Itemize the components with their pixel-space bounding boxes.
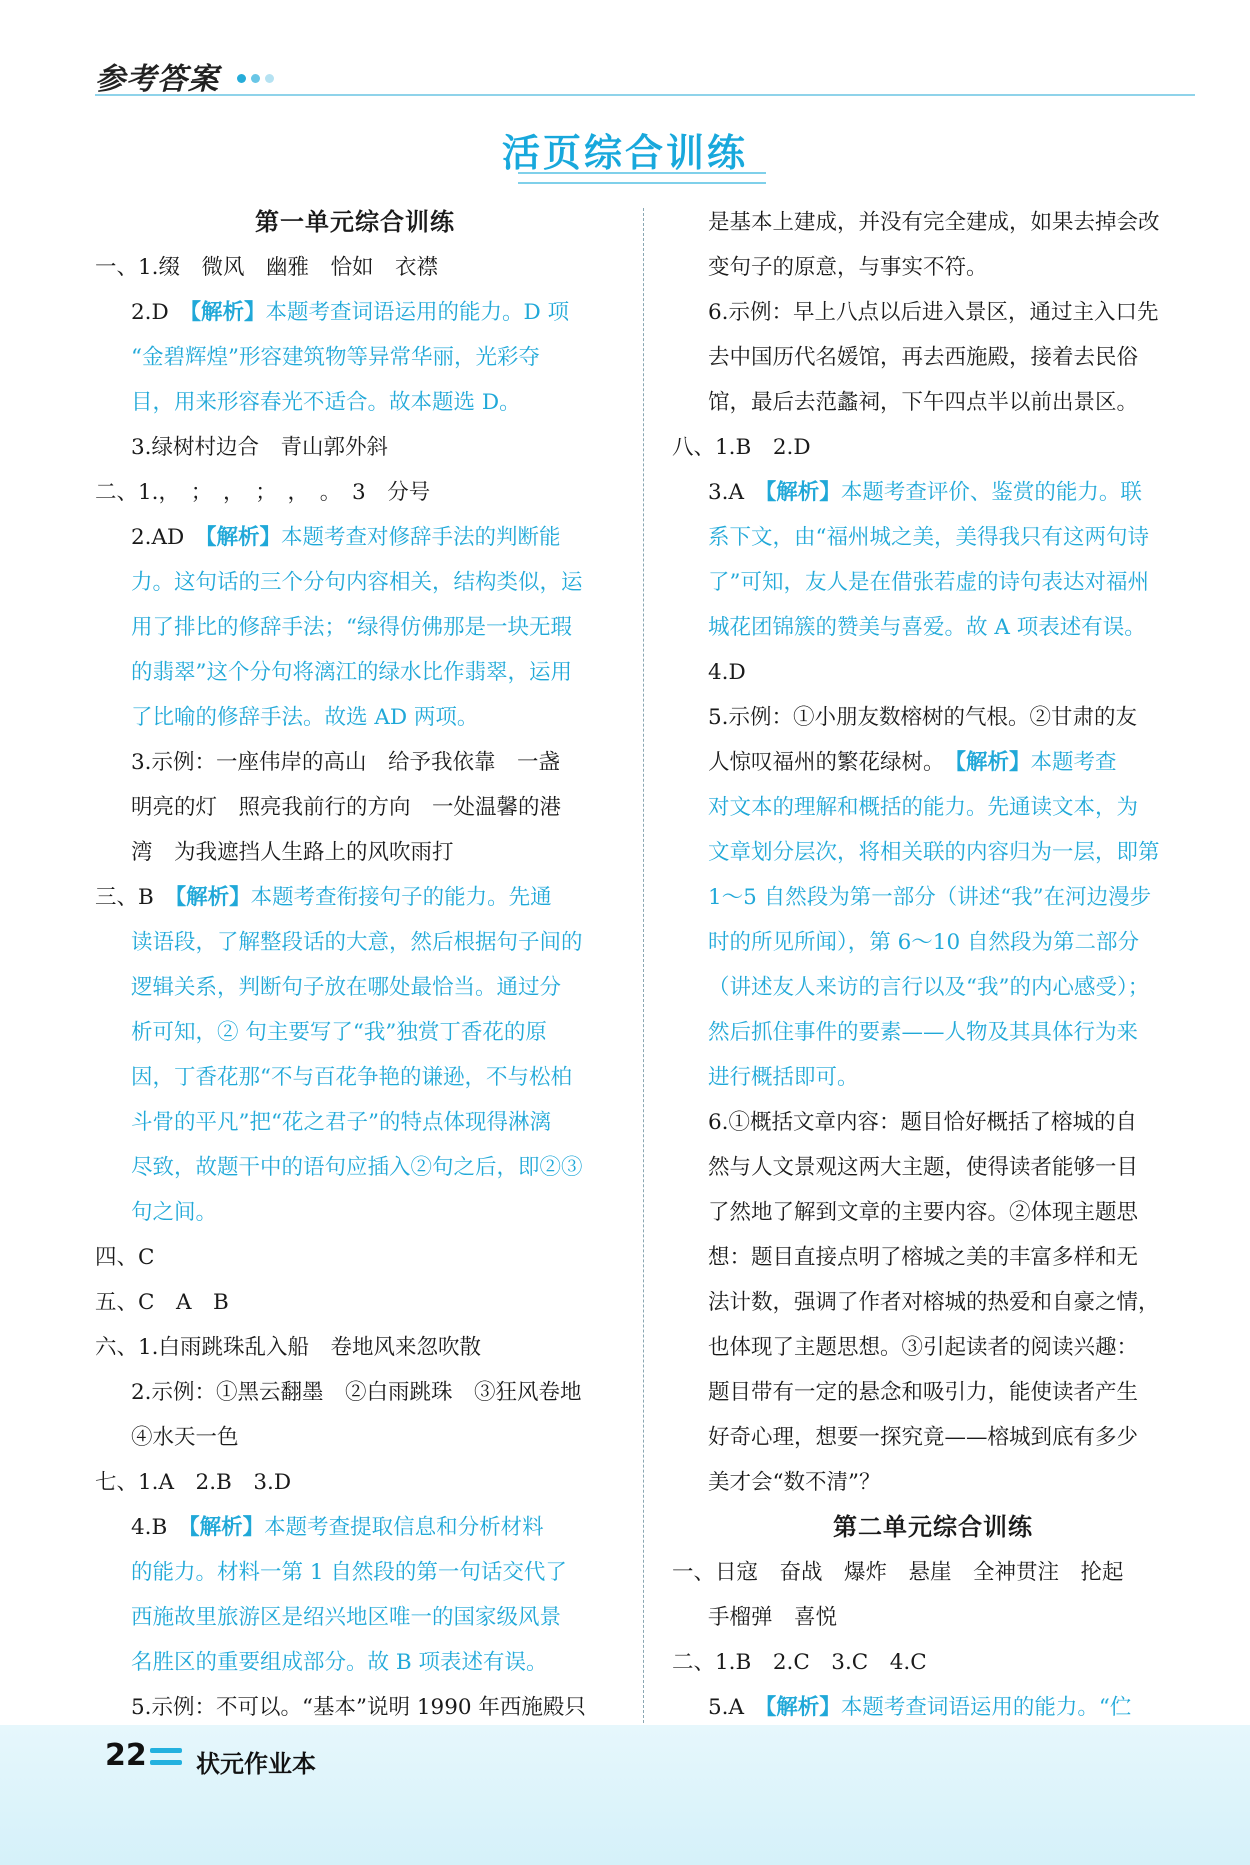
answer-text: 5.示例：不可以。“基本”说明 1990 年西施殿只 (131, 1695, 586, 1720)
answer-line (672, 425, 1194, 470)
analysis-text: 因，丁香花那“不与百花争艳的谦逊，不与松柏 (131, 1065, 572, 1090)
analysis-text: 1～5 自然段为第一部分（讲述“我”在河边漫步 (708, 885, 1152, 910)
answer-line (95, 875, 615, 920)
answer-line (672, 200, 1194, 245)
analysis-tag: 【解析】 (955, 750, 1031, 775)
header-dot (265, 74, 274, 83)
answer-text: ④水天一色 (131, 1425, 239, 1450)
answer-line (95, 1325, 615, 1370)
answer-text: 6.①概括文章内容：题目恰好概括了榕城的自 (708, 1110, 1138, 1135)
answer-line (95, 1550, 615, 1595)
answer-line (95, 650, 615, 695)
answer-line (672, 965, 1194, 1010)
bar (150, 1748, 182, 1753)
answer-text: 然与人文景观这两大主题，使得读者能够一目 (708, 1155, 1139, 1180)
answer-line (672, 1190, 1194, 1235)
answer-line (672, 335, 1194, 380)
answer-line (672, 1325, 1194, 1370)
answer-line (672, 1640, 1194, 1685)
answer-text: 变句子的原意，与事实不符。 (708, 255, 988, 280)
analysis-text: 尽致，故题干中的语句应插入②句之后，即②③ (131, 1155, 583, 1180)
analysis-text: 本题考查 (1030, 750, 1117, 775)
answer-line (95, 965, 615, 1010)
answer-line (95, 1145, 615, 1190)
answer-line (95, 1055, 615, 1100)
answer-text: 第二单元综合训练 (833, 1513, 1033, 1541)
answer-line (95, 335, 615, 380)
answer-line (672, 1055, 1194, 1100)
answer-text: 5.示例：①小朋友数榕树的气根。②甘肃的友 (708, 705, 1138, 730)
answer-text: 湾 为我遮挡人生路上的风吹雨打 (131, 840, 454, 865)
answer-line (95, 425, 615, 470)
answer-text: 明亮的灯 照亮我前行的方向 一处温馨的港 (131, 795, 562, 820)
analysis-text: 然后抓住事件的要素——人物及其具体行为来 (708, 1020, 1139, 1045)
answer-line (672, 1550, 1194, 1595)
answer-line (672, 920, 1194, 965)
footer-band (0, 1725, 1250, 1865)
answer-line (672, 560, 1194, 605)
answer-text: 六、1.白雨跳珠乱入船 卷地风来忽吹散 (95, 1335, 482, 1360)
answer-text: 去中国历代名媛馆，再去西施殿，接着去民俗 (708, 345, 1139, 370)
analysis-text: 本题考查词语运用的能力。D 项 (265, 300, 570, 325)
answer-line (95, 1280, 615, 1325)
answer-line (672, 785, 1194, 830)
answer-text: 一、日寇 奋战 爆炸 悬崖 全神贯注 抡起 (672, 1560, 1124, 1585)
answer-line (95, 560, 615, 605)
section-heading (95, 200, 615, 245)
answer-line (95, 1235, 615, 1280)
answer-line (672, 1280, 1194, 1325)
analysis-text: 目，用来形容春光不适合。故本题选 D。 (131, 390, 521, 415)
answer-text: 4.D (708, 660, 746, 685)
answer-line (95, 290, 615, 335)
answer-line (672, 650, 1194, 695)
answer-text: 八、1.B 2.D (672, 435, 811, 460)
answer-line (95, 920, 615, 965)
title-underline (518, 172, 766, 184)
answer-line (95, 1100, 615, 1145)
analysis-text: 逻辑关系，判断句子放在哪处最恰当。通过分 (131, 975, 562, 1000)
answer-text: 6.示例：早上八点以后进入景区，通过主入口先 (708, 300, 1159, 325)
answer-text: 题目带有一定的悬念和吸引力，能使读者产生 (708, 1380, 1139, 1405)
answer-line (672, 1145, 1194, 1190)
answer-line (672, 695, 1194, 740)
analysis-text: 系下文，由“福州城之美，美得我只有这两句诗 (708, 525, 1149, 550)
answer-text: 第一单元综合训练 (255, 208, 455, 236)
page-number: 22 (105, 1738, 147, 1773)
answer-text: 也体现了主题思想。③引起读者的阅读兴趣： (708, 1335, 1139, 1360)
answer-text: 馆，最后去范蠡祠，下午四点半以前出景区。 (708, 390, 1139, 415)
analysis-text: 力。这句话的三个分句内容相关，结构类似，运 (131, 570, 583, 595)
header-dot (237, 74, 246, 83)
answer-line (672, 1685, 1194, 1730)
answer-line (95, 1010, 615, 1055)
analysis-text: “金碧辉煌”形容建筑物等异常华丽，光彩夺 (131, 345, 540, 370)
answer-line (95, 380, 615, 425)
answer-line (95, 1685, 615, 1730)
answer-line (95, 1190, 615, 1235)
analysis-tag: 【解析】 (188, 1515, 265, 1540)
header-title: 参考答案 (95, 62, 219, 97)
answer-line (95, 830, 615, 875)
answer-line (672, 470, 1194, 515)
answer-text: 七、1.A 2.B 3.D (95, 1470, 292, 1495)
answer-text: 二、1.， ； ， ； ， 。 3 分号 (95, 480, 431, 505)
answer-text: 人惊叹福州的繁花绿树。 (708, 750, 956, 775)
answer-text: 好奇心理，想要一探究竟——榕城到底有多少 (708, 1425, 1139, 1450)
answer-line (672, 380, 1194, 425)
answer-line (672, 245, 1194, 290)
answer-text: 2.示例：①黑云翻墨 ②白雨跳珠 ③狂风卷地 (131, 1380, 582, 1405)
answer-text: 五、C A B (95, 1290, 229, 1315)
analysis-text: 城花团锦簇的赞美与喜爱。故 A 项表述有误。 (708, 615, 1146, 640)
answer-text: 四、C (95, 1245, 155, 1270)
analysis-text: 的翡翠”这个分句将漓江的绿水比作翡翠，运用 (131, 660, 572, 685)
analysis-text: 读语段，了解整段话的大意，然后根据句子间的 (131, 930, 583, 955)
analysis-text: 了”可知，友人是在借张若虚的诗句表达对福州 (708, 570, 1149, 595)
analysis-text: 对文本的理解和概括的能力。先通读文本，为 (708, 795, 1139, 820)
column-divider (643, 208, 644, 1728)
answer-text: 3.示例：一座伟岸的高山 给予我依靠 一盏 (131, 750, 561, 775)
analysis-text: 析可知，② 句主要写了“我”独赏丁香花的原 (131, 1020, 547, 1045)
analysis-text: 西施故里旅游区是绍兴地区唯一的国家级风景 (131, 1605, 562, 1630)
answer-line (672, 1100, 1194, 1145)
answer-line (672, 830, 1194, 875)
analysis-text: 本题考查评价、鉴赏的能力。联 (840, 480, 1142, 505)
analysis-tag: 【解析】 (205, 525, 282, 550)
answer-line (95, 605, 615, 650)
answer-text: 三、B (95, 885, 176, 910)
answer-text: 一、1.缀 微风 幽雅 恰如 衣襟 (95, 255, 439, 280)
answer-line (95, 1640, 615, 1685)
answer-line (95, 1505, 615, 1550)
answer-line (672, 290, 1194, 335)
analysis-text: 本题考查提取信息和分析材料 (264, 1515, 544, 1540)
answer-text: 3.A (708, 480, 766, 505)
answer-text: 美才会“数不清”？ (708, 1470, 881, 1495)
analysis-text: 的能力。材料一第 1 自然段的第一句话交代了 (131, 1560, 567, 1585)
right-column (672, 200, 1194, 1730)
answer-text: 5.A (708, 1695, 766, 1720)
answer-line (672, 1460, 1194, 1505)
analysis-text: （讲述友人来访的言行以及“我”的内心感受）； (708, 975, 1150, 1000)
header-dots (237, 68, 279, 87)
answer-text: 手榴弹 喜悦 (708, 1605, 838, 1630)
analysis-text: 进行概括即可。 (708, 1065, 859, 1090)
answer-line (95, 785, 615, 830)
book-title: 状元作业本 (196, 1750, 316, 1778)
section-heading (672, 1505, 1194, 1550)
answer-line (95, 515, 615, 560)
analysis-text: 本题考查词语运用的能力。“伫 (840, 1695, 1132, 1720)
answer-text: 想：题目直接点明了榕城之美的丰富多样和无 (708, 1245, 1139, 1270)
answer-line (672, 875, 1194, 920)
answer-text: 4.B (131, 1515, 189, 1540)
answer-line (672, 1415, 1194, 1460)
analysis-tag: 【解析】 (765, 1695, 841, 1720)
answer-line (672, 1235, 1194, 1280)
answer-text: 了然地了解到文章的主要内容。②体现主题思 (708, 1200, 1139, 1225)
answer-text: 2.D (131, 300, 191, 325)
answer-text: 法计数，强调了作者对榕城的热爱和自豪之情， (708, 1290, 1160, 1315)
answer-text: 2.AD (131, 525, 206, 550)
header-dot (251, 74, 260, 83)
answer-line (672, 515, 1194, 560)
answer-line (95, 245, 615, 290)
answer-line (672, 740, 1194, 785)
answer-line (672, 1010, 1194, 1055)
analysis-tag: 【解析】 (175, 885, 251, 910)
page-header (95, 52, 1195, 96)
left-column (95, 200, 615, 1730)
answer-line (672, 605, 1194, 650)
answer-text: 二、1.B 2.C 3.C 4.C (672, 1650, 927, 1675)
analysis-text: 名胜区的重要组成部分。故 B 项表述有误。 (131, 1650, 548, 1675)
answer-line (95, 470, 615, 515)
analysis-tag: 【解析】 (765, 480, 841, 505)
answer-line (95, 1415, 615, 1460)
answer-text: 是基本上建成，并没有完全建成，如果去掉会改 (708, 210, 1160, 235)
answer-line (95, 695, 615, 740)
answer-text: 3.绿树村边合 青山郭外斜 (131, 435, 389, 460)
answer-line (672, 1370, 1194, 1415)
page-number-bars (150, 1748, 182, 1772)
answer-line (95, 1460, 615, 1505)
answer-line (95, 740, 615, 785)
page-title: 活页综合训练 (501, 131, 748, 175)
analysis-text: 时的所见所闻），第 6～10 自然段为第二部分 (708, 930, 1139, 955)
answer-line (95, 1595, 615, 1640)
analysis-text: 本题考查衔接句子的能力。先通 (250, 885, 552, 910)
analysis-text: 句之间。 (131, 1200, 218, 1225)
bar (150, 1760, 182, 1765)
answer-line (95, 1370, 615, 1415)
analysis-text: 斗骨的平凡”把“花之君子”的特点体现得淋漓 (131, 1110, 551, 1135)
analysis-text: 文章划分层次，将相关联的内容归为一层，即第 (708, 840, 1160, 865)
analysis-text: 用了排比的修辞手法；“绿得仿佛那是一块无瑕 (131, 615, 572, 640)
analysis-text: 本题考查对修辞手法的判断能 (281, 525, 561, 550)
analysis-tag: 【解析】 (190, 300, 266, 325)
answer-line (672, 1595, 1194, 1640)
analysis-text: 了比喻的修辞手法。故选 AD 两项。 (131, 705, 479, 730)
